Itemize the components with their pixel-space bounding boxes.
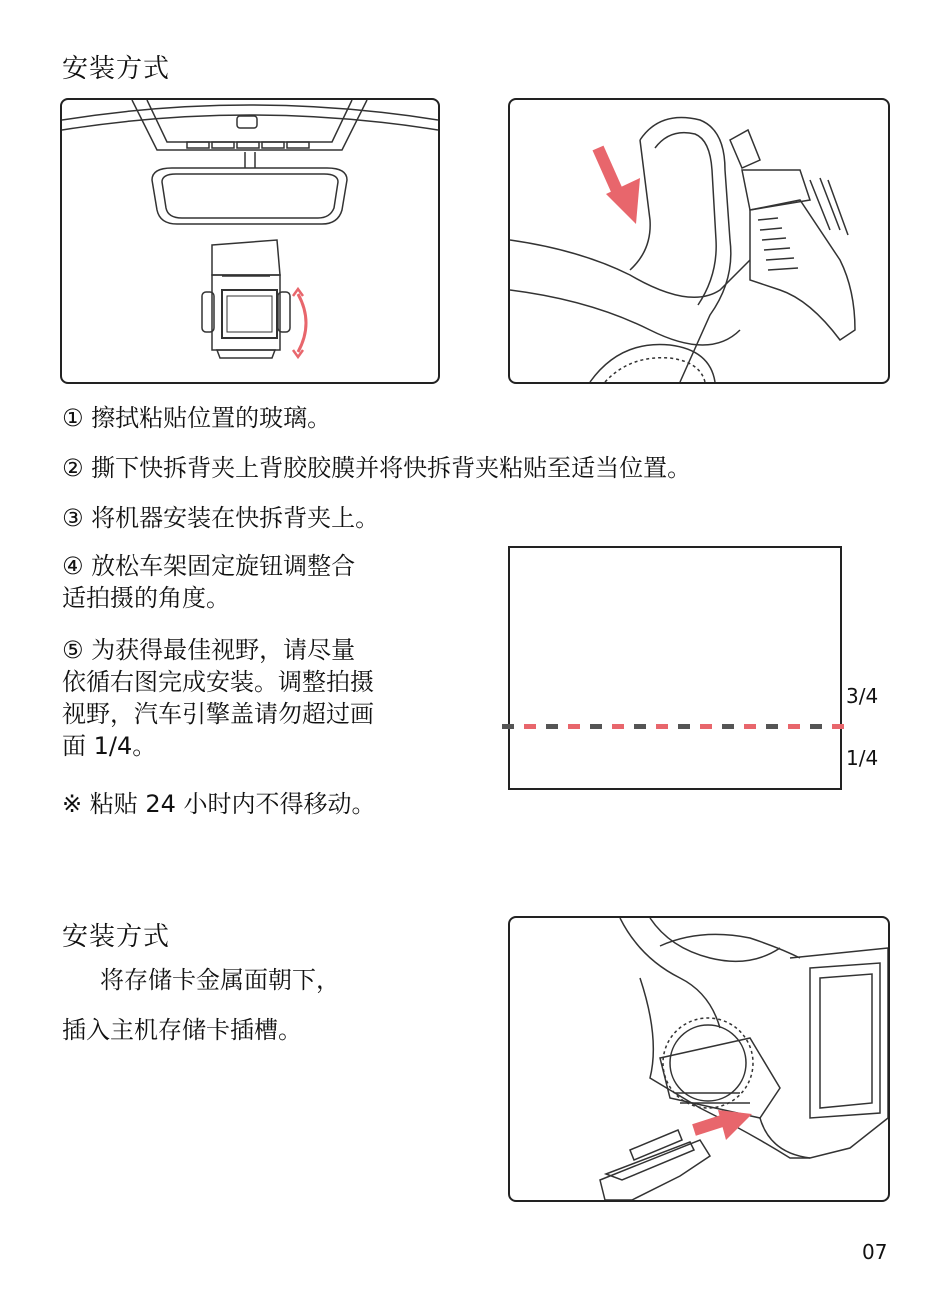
step-5-line: 面 1/4。 bbox=[62, 732, 157, 760]
dash-segment bbox=[546, 724, 558, 729]
horizon-dashed-line bbox=[500, 720, 856, 734]
dash-segment bbox=[568, 724, 580, 729]
mirror-mount-illustration bbox=[60, 98, 440, 384]
dash-segment bbox=[832, 724, 844, 729]
step-2: ② 撕下快拆背夹上背胶胶膜并将快拆背夹粘贴至适当位置。 bbox=[62, 454, 692, 482]
step-4-line: ④ 放松车架固定旋钮调整合 bbox=[62, 552, 356, 580]
bracket-mount-illustration bbox=[508, 98, 890, 384]
dash-segment bbox=[722, 724, 734, 729]
step-1: ① 擦拭粘贴位置的玻璃。 bbox=[62, 404, 332, 432]
instruction-line: 将存储卡金属面朝下， bbox=[100, 966, 340, 994]
dash-segment bbox=[700, 724, 712, 729]
section-title: 安装方式 bbox=[62, 54, 171, 84]
dash-segment bbox=[678, 724, 690, 729]
dash-segment bbox=[744, 724, 756, 729]
instruction-line: 插入主机存储卡插槽。 bbox=[62, 1016, 302, 1044]
dash-segment bbox=[788, 724, 800, 729]
label-upper-ratio: 3/4 bbox=[846, 684, 879, 708]
label-lower-ratio: 1/4 bbox=[846, 746, 879, 770]
note: ※ 粘贴 24 小时内不得移动。 bbox=[62, 790, 376, 818]
step-4 bbox=[62, 550, 462, 614]
step-5-line: ⑤ 为获得最佳视野，请尽量 bbox=[62, 636, 356, 664]
dash-segment bbox=[612, 724, 624, 729]
memory-card-illustration bbox=[508, 916, 890, 1202]
dash-segment bbox=[656, 724, 668, 729]
step-5-line: 依循右图完成安装。调整拍摄 bbox=[62, 668, 374, 696]
view-frame-diagram bbox=[508, 546, 842, 790]
section-title: 安装方式 bbox=[62, 922, 171, 952]
step-5-line: 视野，汽车引擎盖请勿超过画 bbox=[62, 700, 374, 728]
dash-segment bbox=[634, 724, 646, 729]
step-4-line: 适拍摄的角度。 bbox=[62, 584, 230, 612]
page-number: 07 bbox=[862, 1240, 888, 1264]
dash-segment bbox=[524, 724, 536, 729]
dash-segment bbox=[502, 724, 514, 729]
dash-segment bbox=[810, 724, 822, 729]
step-5 bbox=[62, 634, 462, 762]
dash-segment bbox=[766, 724, 778, 729]
step-3: ③ 将机器安装在快拆背夹上。 bbox=[62, 504, 380, 532]
dash-segment bbox=[590, 724, 602, 729]
